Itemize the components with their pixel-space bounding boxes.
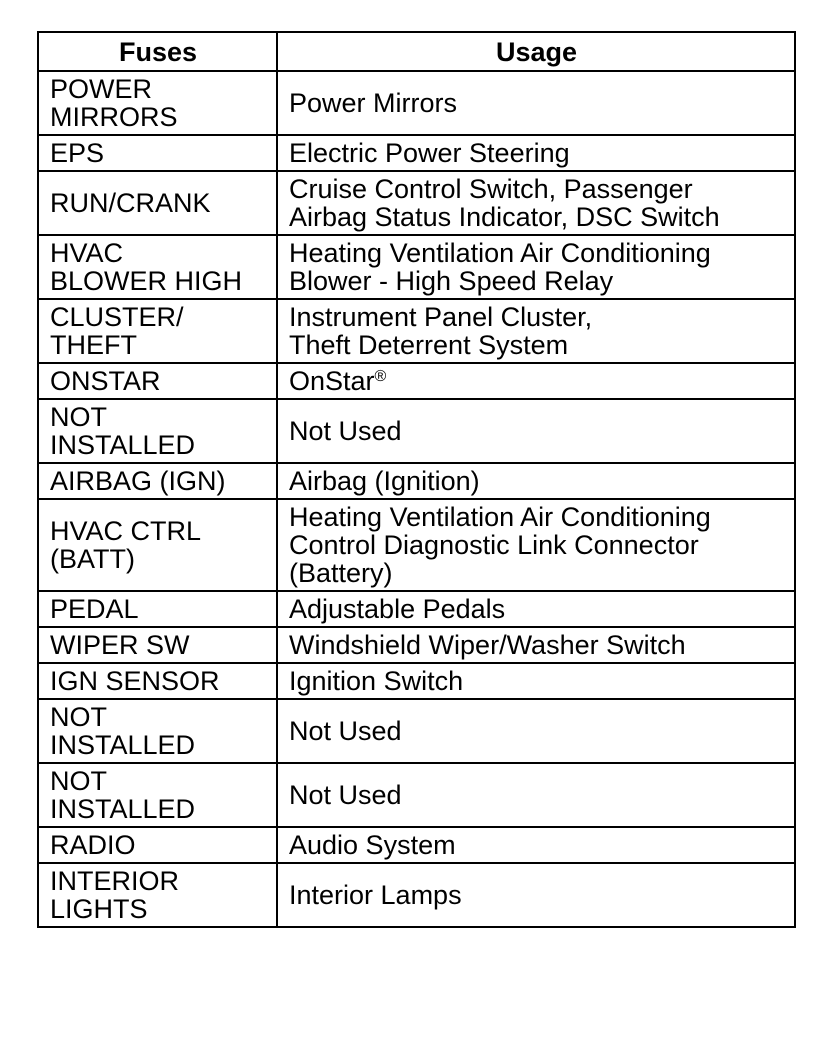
- usage-cell: Not Used: [277, 699, 795, 763]
- fuse-usage-table: [37, 31, 796, 928]
- table-row: [38, 171, 795, 235]
- usage-cell: Cruise Control Switch, Passenger Airbag Status Indicator, DSC Switch: [277, 171, 795, 235]
- table-row: [38, 71, 795, 135]
- usage-cell: Heating Ventilation Air Conditioning Control Diagnostic Link Connector (Battery): [277, 499, 795, 591]
- registered-mark: ®: [374, 368, 387, 385]
- table-row: [38, 627, 795, 663]
- column-header-usage: Usage: [277, 32, 795, 71]
- table-row: [38, 235, 795, 299]
- usage-cell: Adjustable Pedals: [277, 591, 795, 627]
- fuse-cell: NOT INSTALLED: [38, 699, 277, 763]
- table-row: [38, 663, 795, 699]
- usage-cell: Electric Power Steering: [277, 135, 795, 171]
- usage-cell: Not Used: [277, 763, 795, 827]
- usage-cell: Audio System: [277, 827, 795, 863]
- fuse-cell: HVAC CTRL (BATT): [38, 499, 277, 591]
- table-row: [38, 363, 795, 399]
- fuse-cell: ONSTAR: [38, 363, 277, 399]
- fuse-cell: IGN SENSOR: [38, 663, 277, 699]
- fuse-cell: HVAC BLOWER HIGH: [38, 235, 277, 299]
- usage-cell: Windshield Wiper/Washer Switch: [277, 627, 795, 663]
- fuse-cell: POWER MIRRORS: [38, 71, 277, 135]
- fuse-cell: CLUSTER/ THEFT: [38, 299, 277, 363]
- usage-text: OnStar: [289, 366, 375, 396]
- table-row: [38, 827, 795, 863]
- fuse-cell: AIRBAG (IGN): [38, 463, 277, 499]
- usage-cell: Instrument Panel Cluster, Theft Deterrent System: [277, 299, 795, 363]
- table-row: [38, 399, 795, 463]
- usage-cell: Power Mirrors: [277, 71, 795, 135]
- table-row: [38, 299, 795, 363]
- table-row: [38, 591, 795, 627]
- usage-cell: Not Used: [277, 399, 795, 463]
- fuse-cell: NOT INSTALLED: [38, 399, 277, 463]
- usage-cell: Airbag (Ignition): [277, 463, 795, 499]
- table-row: [38, 135, 795, 171]
- fuse-cell: PEDAL: [38, 591, 277, 627]
- table-row: [38, 763, 795, 827]
- table-row: [38, 863, 795, 927]
- table-row: [38, 463, 795, 499]
- fuse-cell: WIPER SW: [38, 627, 277, 663]
- fuse-cell: EPS: [38, 135, 277, 171]
- table-row: [38, 499, 795, 591]
- column-header-fuses: Fuses: [38, 32, 277, 71]
- fuse-cell: RUN/CRANK: [38, 171, 277, 235]
- usage-cell: Ignition Switch: [277, 663, 795, 699]
- table-header-row: [38, 32, 795, 71]
- table-row: [38, 699, 795, 763]
- usage-cell: Heating Ventilation Air Conditioning Blower - High Speed Relay: [277, 235, 795, 299]
- fuse-cell: RADIO: [38, 827, 277, 863]
- fuse-cell: NOT INSTALLED: [38, 763, 277, 827]
- usage-cell: [277, 363, 795, 399]
- usage-cell: Interior Lamps: [277, 863, 795, 927]
- fuse-cell: INTERIOR LIGHTS: [38, 863, 277, 927]
